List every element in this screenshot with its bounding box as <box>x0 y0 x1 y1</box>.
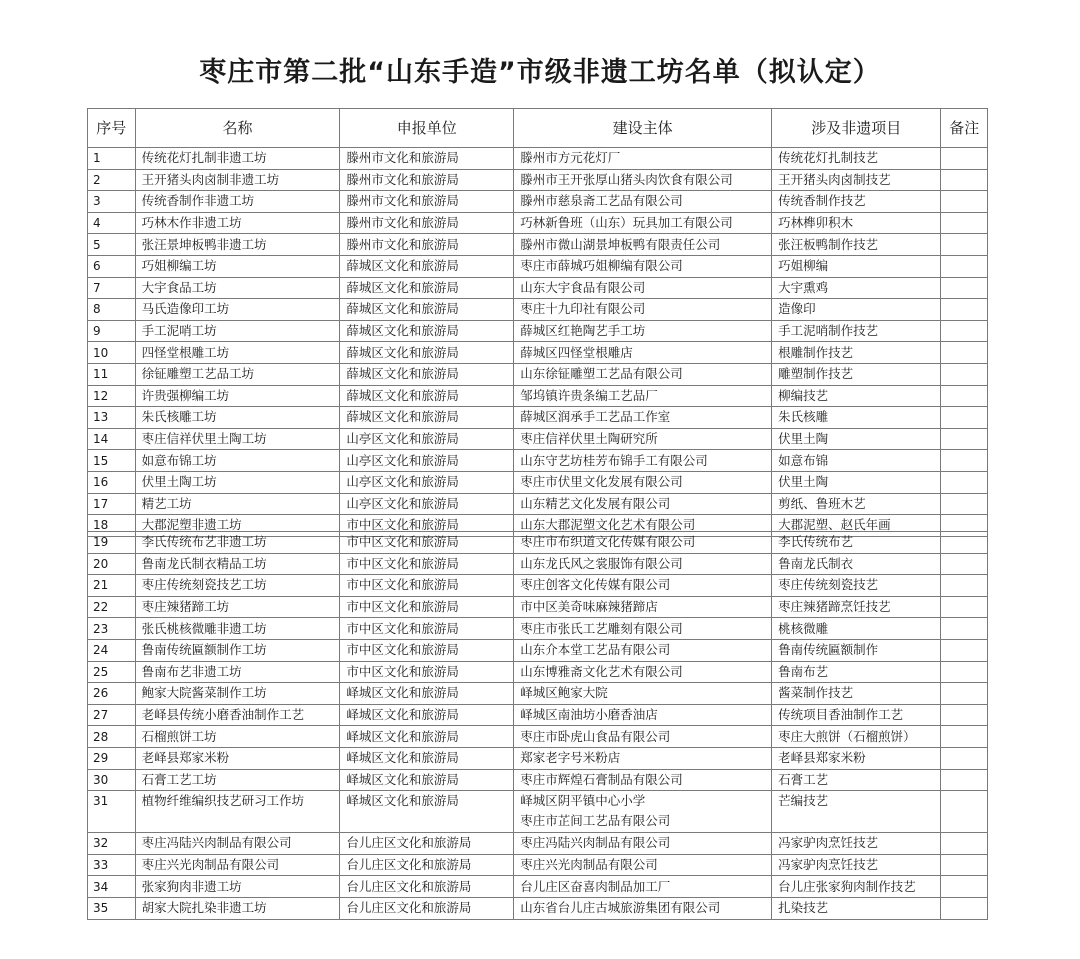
cell-builder: 台儿庄区奋喜肉制品加工厂 <box>514 876 772 898</box>
cell-note <box>941 876 988 898</box>
table-row <box>88 726 988 748</box>
cell-unit: 峄城区文化和旅游局 <box>340 704 514 726</box>
cell-unit: 滕州市文化和旅游局 <box>340 148 514 170</box>
cell-project: 传统项目香油制作工艺 <box>772 704 941 726</box>
table-row <box>88 169 988 191</box>
cell-unit: 薛城区文化和旅游局 <box>340 255 514 277</box>
table-row <box>88 148 988 170</box>
header-serial: 序号 <box>88 109 136 148</box>
cell-project: 鲁南龙氏制衣 <box>772 553 941 575</box>
cell-builder: 滕州市慈泉斋工艺品有限公司 <box>514 191 772 213</box>
cell-serial: 20 <box>88 553 136 575</box>
table-row <box>88 704 988 726</box>
table-row <box>88 596 988 618</box>
cell-name: 植物纤维编织技艺研习工作坊 <box>135 791 340 833</box>
cell-unit: 台儿庄区文化和旅游局 <box>340 876 514 898</box>
cell-note <box>941 363 988 385</box>
cell-project: 冯家驴肉烹饪技艺 <box>772 833 941 855</box>
cell-serial: 10 <box>88 342 136 364</box>
cell-name: 马氏造像印工坊 <box>135 299 340 321</box>
table-row <box>88 299 988 321</box>
cell-unit: 薛城区文化和旅游局 <box>340 277 514 299</box>
cell-builder: 枣庄市卧虎山食品有限公司 <box>514 726 772 748</box>
cell-note <box>941 683 988 705</box>
cell-unit: 市中区文化和旅游局 <box>340 532 514 554</box>
cell-serial: 32 <box>88 833 136 855</box>
cell-builder-line: 峄城区阴平镇中心小学 <box>520 793 646 809</box>
cell-project: 张汪板鸭制作技艺 <box>772 234 941 256</box>
cell-builder: 山东龙氏风之裳服饰有限公司 <box>514 553 772 575</box>
cell-note <box>941 726 988 748</box>
cell-serial: 24 <box>88 639 136 661</box>
cell-note <box>941 277 988 299</box>
cell-name: 老峄县郑家米粉 <box>135 747 340 769</box>
cell-name: 巧姐柳编工坊 <box>135 255 340 277</box>
cell-name: 鲍家大院酱菜制作工坊 <box>135 683 340 705</box>
cell-builder: 郑家老字号米粉店 <box>514 747 772 769</box>
cell-builder: 山东博雅斋文化艺术有限公司 <box>514 661 772 683</box>
cell-builder: 峄城区南油坊小磨香油店 <box>514 704 772 726</box>
cell-project: 酱菜制作技艺 <box>772 683 941 705</box>
cell-serial: 2 <box>88 169 136 191</box>
cell-unit: 滕州市文化和旅游局 <box>340 212 514 234</box>
cell-unit: 薛城区文化和旅游局 <box>340 407 514 429</box>
table-header-row <box>88 109 988 148</box>
table-row <box>88 277 988 299</box>
cell-serial: 23 <box>88 618 136 640</box>
cell-unit: 市中区文化和旅游局 <box>340 596 514 618</box>
cell-builder: 枣庄市布织道文化传媒有限公司 <box>514 532 772 554</box>
cell-builder: 山东徐钲雕塑工艺品有限公司 <box>514 363 772 385</box>
cell-note <box>941 596 988 618</box>
cell-serial: 6 <box>88 255 136 277</box>
cell-unit: 台儿庄区文化和旅游局 <box>340 897 514 919</box>
cell-unit: 台儿庄区文化和旅游局 <box>340 833 514 855</box>
heritage-table-part1 <box>87 108 988 537</box>
cell-serial: 18 <box>88 515 136 537</box>
cell-project: 伏里土陶 <box>772 471 941 493</box>
cell-builder: 山东守艺坊桂芳布锦手工有限公司 <box>514 450 772 472</box>
cell-serial: 35 <box>88 897 136 919</box>
cell-serial: 26 <box>88 683 136 705</box>
cell-name: 石膏工艺工坊 <box>135 769 340 791</box>
cell-builder: 枣庄市薛城巧姐柳编有限公司 <box>514 255 772 277</box>
cell-project: 剪纸、鲁班木艺 <box>772 493 941 515</box>
cell-unit: 市中区文化和旅游局 <box>340 575 514 597</box>
cell-name: 老峄县传统小磨香油制作工艺 <box>135 704 340 726</box>
cell-name: 石榴煎饼工坊 <box>135 726 340 748</box>
table-row <box>88 342 988 364</box>
cell-unit: 滕州市文化和旅游局 <box>340 234 514 256</box>
cell-name: 鲁南龙氏制衣精品工坊 <box>135 553 340 575</box>
cell-unit: 滕州市文化和旅游局 <box>340 191 514 213</box>
cell-builder: 巧林新鲁班（山东）玩具加工有限公司 <box>514 212 772 234</box>
cell-unit: 峄城区文化和旅游局 <box>340 683 514 705</box>
cell-name: 枣庄辣猪蹄工坊 <box>135 596 340 618</box>
cell-note <box>941 320 988 342</box>
cell-builder: 枣庄兴光肉制品有限公司 <box>514 854 772 876</box>
cell-unit: 山亭区文化和旅游局 <box>340 471 514 493</box>
cell-unit: 峄城区文化和旅游局 <box>340 726 514 748</box>
cell-unit: 市中区文化和旅游局 <box>340 515 514 537</box>
cell-name: 枣庄冯陆兴肉制品有限公司 <box>135 833 340 855</box>
cell-builder: 枣庄创客文化传媒有限公司 <box>514 575 772 597</box>
cell-project: 台儿庄张家狗肉制作技艺 <box>772 876 941 898</box>
cell-project: 桃核微雕 <box>772 618 941 640</box>
cell-name: 张汪景坤板鸭非遗工坊 <box>135 234 340 256</box>
cell-name: 徐钲雕塑工艺品工坊 <box>135 363 340 385</box>
cell-builder: 枣庄市张氏工艺雕刻有限公司 <box>514 618 772 640</box>
cell-builder: 薛城区四怪堂根雕店 <box>514 342 772 364</box>
cell-builder: 峄城区鲍家大院 <box>514 683 772 705</box>
cell-project: 伏里土陶 <box>772 428 941 450</box>
document-title: 枣庄市第二批“山东手造”市级非遗工坊名单（拟认定） <box>199 57 881 88</box>
cell-note <box>941 897 988 919</box>
cell-name: 伏里土陶工坊 <box>135 471 340 493</box>
cell-unit: 峄城区文化和旅游局 <box>340 747 514 769</box>
cell-project: 巧姐柳编 <box>772 255 941 277</box>
cell-builder: 枣庄市辉煌石膏制品有限公司 <box>514 769 772 791</box>
table-row <box>88 493 988 515</box>
cell-name: 李氏传统布艺非遗工坊 <box>135 532 340 554</box>
table-row <box>88 833 988 855</box>
cell-note <box>941 661 988 683</box>
cell-note <box>941 471 988 493</box>
cell-serial: 31 <box>88 791 136 833</box>
cell-serial: 4 <box>88 212 136 234</box>
cell-unit: 薛城区文化和旅游局 <box>340 299 514 321</box>
table-row <box>88 191 988 213</box>
cell-note <box>941 618 988 640</box>
table-row <box>88 661 988 683</box>
table-row <box>88 255 988 277</box>
cell-name: 大宇食品工坊 <box>135 277 340 299</box>
cell-project: 大郡泥塑、赵氏年画 <box>772 515 941 537</box>
cell-project: 李氏传统布艺 <box>772 532 941 554</box>
cell-name: 枣庄兴光肉制品有限公司 <box>135 854 340 876</box>
cell-builder: 滕州市方元花灯厂 <box>514 148 772 170</box>
cell-project: 巧林榫卯积木 <box>772 212 941 234</box>
cell-serial: 17 <box>88 493 136 515</box>
cell-name: 四怪堂根雕工坊 <box>135 342 340 364</box>
cell-note <box>941 553 988 575</box>
table-row <box>88 234 988 256</box>
cell-project: 枣庄辣猪蹄烹饪技艺 <box>772 596 941 618</box>
table-row <box>88 876 988 898</box>
cell-project: 冯家驴肉烹饪技艺 <box>772 854 941 876</box>
cell-note <box>941 407 988 429</box>
cell-builder: 市中区美奇味麻辣猪蹄店 <box>514 596 772 618</box>
cell-unit: 市中区文化和旅游局 <box>340 661 514 683</box>
header-name: 名称 <box>135 109 340 148</box>
cell-builder: 山东省台儿庄古城旅游集团有限公司 <box>514 897 772 919</box>
cell-project: 造像印 <box>772 299 941 321</box>
cell-builder: 枣庄市伏里文化发展有限公司 <box>514 471 772 493</box>
cell-project: 扎染技艺 <box>772 897 941 919</box>
cell-builder: 薛城区红艳陶艺手工坊 <box>514 320 772 342</box>
cell-serial: 16 <box>88 471 136 493</box>
table-row <box>88 471 988 493</box>
cell-serial: 14 <box>88 428 136 450</box>
cell-serial: 25 <box>88 661 136 683</box>
cell-name: 鲁南布艺非遗工坊 <box>135 661 340 683</box>
cell-project: 枣庄传统刻瓷技艺 <box>772 575 941 597</box>
cell-project: 传统花灯扎制技艺 <box>772 148 941 170</box>
cell-note <box>941 747 988 769</box>
header-project: 涉及非遗项目 <box>772 109 941 148</box>
cell-note <box>941 169 988 191</box>
cell-note <box>941 791 988 833</box>
cell-note <box>941 342 988 364</box>
cell-name: 张氏桃核微雕非遗工坊 <box>135 618 340 640</box>
cell-serial: 15 <box>88 450 136 472</box>
cell-note <box>941 704 988 726</box>
cell-builder: 枣庄冯陆兴肉制品有限公司 <box>514 833 772 855</box>
cell-name: 许贵强柳编工坊 <box>135 385 340 407</box>
cell-name: 朱氏核雕工坊 <box>135 407 340 429</box>
cell-name: 鲁南传统匾额制作工坊 <box>135 639 340 661</box>
cell-note <box>941 148 988 170</box>
cell-serial: 3 <box>88 191 136 213</box>
table-row <box>88 532 988 554</box>
cell-project: 鲁南布艺 <box>772 661 941 683</box>
cell-name: 传统花灯扎制非遗工坊 <box>135 148 340 170</box>
cell-name: 张家狗肉非遗工坊 <box>135 876 340 898</box>
cell-serial: 13 <box>88 407 136 429</box>
cell-note <box>941 639 988 661</box>
table-row <box>88 769 988 791</box>
heritage-table-part2 <box>87 531 988 920</box>
cell-serial: 5 <box>88 234 136 256</box>
cell-serial: 27 <box>88 704 136 726</box>
table-row <box>88 747 988 769</box>
cell-unit: 薛城区文化和旅游局 <box>340 342 514 364</box>
cell-serial: 28 <box>88 726 136 748</box>
table-row <box>88 363 988 385</box>
table-row <box>88 683 988 705</box>
table-row <box>88 854 988 876</box>
header-unit: 申报单位 <box>340 109 514 148</box>
header-builder: 建设主体 <box>514 109 772 148</box>
cell-serial: 30 <box>88 769 136 791</box>
table-row <box>88 385 988 407</box>
cell-unit: 滕州市文化和旅游局 <box>340 169 514 191</box>
cell-serial: 21 <box>88 575 136 597</box>
cell-project: 雕塑制作技艺 <box>772 363 941 385</box>
table-row <box>88 553 988 575</box>
cell-builder: 山东介本堂工艺品有限公司 <box>514 639 772 661</box>
cell-note <box>941 234 988 256</box>
cell-serial: 11 <box>88 363 136 385</box>
cell-project: 老峄县郑家米粉 <box>772 747 941 769</box>
cell-note <box>941 299 988 321</box>
cell-note <box>941 255 988 277</box>
table-row <box>88 320 988 342</box>
cell-note <box>941 833 988 855</box>
cell-serial: 22 <box>88 596 136 618</box>
cell-project: 柳编技艺 <box>772 385 941 407</box>
cell-serial: 12 <box>88 385 136 407</box>
cell-builder: 薛城区润承手工艺品工作室 <box>514 407 772 429</box>
cell-unit: 薛城区文化和旅游局 <box>340 385 514 407</box>
table-row <box>88 897 988 919</box>
cell-note <box>941 385 988 407</box>
cell-serial: 29 <box>88 747 136 769</box>
cell-unit: 薛城区文化和旅游局 <box>340 363 514 385</box>
cell-builder: 山东大郡泥塑文化艺术有限公司 <box>514 515 772 537</box>
cell-builder: 枣庄十九印社有限公司 <box>514 299 772 321</box>
cell-serial: 33 <box>88 854 136 876</box>
cell-project: 如意布锦 <box>772 450 941 472</box>
cell-note <box>941 854 988 876</box>
table-row <box>88 212 988 234</box>
table-row <box>88 450 988 472</box>
cell-builder-line: 枣庄市芷间工艺品有限公司 <box>520 813 671 829</box>
cell-note <box>941 450 988 472</box>
cell-unit: 山亭区文化和旅游局 <box>340 450 514 472</box>
cell-unit: 峄城区文化和旅游局 <box>340 791 514 833</box>
cell-note <box>941 212 988 234</box>
cell-name: 胡家大院扎染非遗工坊 <box>135 897 340 919</box>
cell-note <box>941 493 988 515</box>
cell-note <box>941 532 988 554</box>
cell-serial: 34 <box>88 876 136 898</box>
cell-unit: 山亭区文化和旅游局 <box>340 428 514 450</box>
cell-serial: 9 <box>88 320 136 342</box>
cell-note <box>941 575 988 597</box>
cell-unit: 山亭区文化和旅游局 <box>340 493 514 515</box>
cell-project: 鲁南传统匾额制作 <box>772 639 941 661</box>
cell-name: 精艺工坊 <box>135 493 340 515</box>
cell-project: 手工泥哨制作技艺 <box>772 320 941 342</box>
cell-builder: 滕州市微山湖景坤板鸭有限责任公司 <box>514 234 772 256</box>
cell-unit: 市中区文化和旅游局 <box>340 618 514 640</box>
cell-unit: 市中区文化和旅游局 <box>340 639 514 661</box>
cell-name: 大郡泥塑非遗工坊 <box>135 515 340 537</box>
cell-note <box>941 428 988 450</box>
cell-project: 传统香制作技艺 <box>772 191 941 213</box>
cell-unit: 台儿庄区文化和旅游局 <box>340 854 514 876</box>
cell-project: 朱氏核雕 <box>772 407 941 429</box>
cell-serial: 7 <box>88 277 136 299</box>
cell-name: 如意布锦工坊 <box>135 450 340 472</box>
cell-name: 手工泥哨工坊 <box>135 320 340 342</box>
cell-builder: 山东大宇食品有限公司 <box>514 277 772 299</box>
cell-unit: 薛城区文化和旅游局 <box>340 320 514 342</box>
cell-builder: 枣庄信祥伏里土陶研究所 <box>514 428 772 450</box>
cell-builder <box>514 791 772 833</box>
cell-name: 巧林木作非遗工坊 <box>135 212 340 234</box>
table-row <box>88 791 988 833</box>
table-row <box>88 428 988 450</box>
cell-name: 传统香制作非遗工坊 <box>135 191 340 213</box>
table-row <box>88 575 988 597</box>
cell-project: 大宇熏鸡 <box>772 277 941 299</box>
table-row <box>88 618 988 640</box>
cell-note <box>941 769 988 791</box>
cell-serial: 19 <box>88 532 136 554</box>
cell-project: 根雕制作技艺 <box>772 342 941 364</box>
table-row <box>88 407 988 429</box>
cell-builder: 滕州市王开张厚山猪头肉饮食有限公司 <box>514 169 772 191</box>
cell-name: 王开猪头肉卤制非遗工坊 <box>135 169 340 191</box>
cell-note <box>941 191 988 213</box>
header-note: 备注 <box>941 109 988 148</box>
cell-name: 枣庄传统刻瓷技艺工坊 <box>135 575 340 597</box>
cell-builder: 山东精艺文化发展有限公司 <box>514 493 772 515</box>
cell-project: 石膏工艺 <box>772 769 941 791</box>
cell-unit: 峄城区文化和旅游局 <box>340 769 514 791</box>
cell-project: 枣庄大煎饼（石榴煎饼） <box>772 726 941 748</box>
cell-name: 枣庄信祥伏里土陶工坊 <box>135 428 340 450</box>
cell-builder: 邹坞镇许贵条编工艺品厂 <box>514 385 772 407</box>
cell-unit: 市中区文化和旅游局 <box>340 553 514 575</box>
table-row <box>88 639 988 661</box>
cell-serial: 1 <box>88 148 136 170</box>
cell-project: 王开猪头肉卤制技艺 <box>772 169 941 191</box>
cell-serial: 8 <box>88 299 136 321</box>
cell-project: 芒编技艺 <box>772 791 941 833</box>
